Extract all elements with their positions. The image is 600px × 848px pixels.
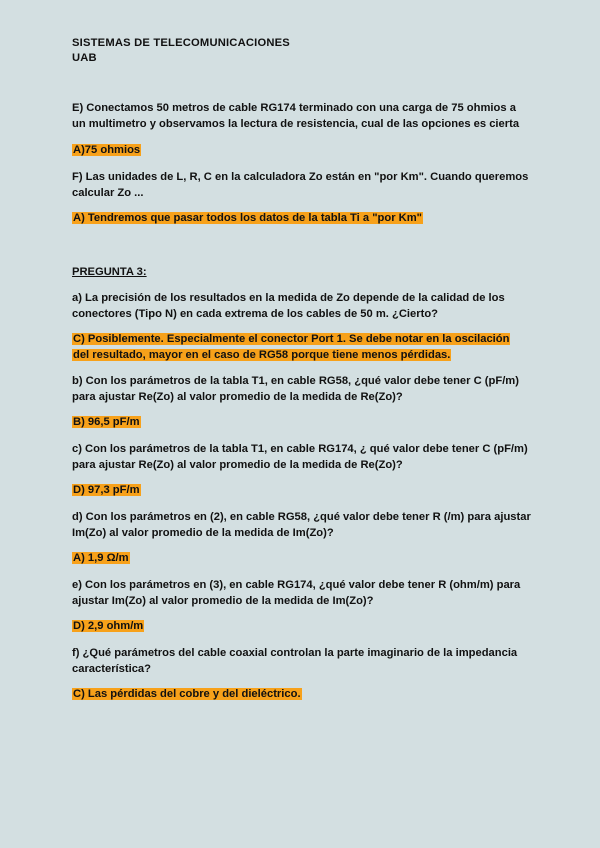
answer-3d-block	[72, 550, 532, 566]
question-3b: b) Con los parámetros de la tabla T1, en cable RG58, ¿qué valor debe tener C (pF/m) para ajustar Re(Zo) al valor promedio de la medida de Re(Zo)?	[72, 375, 519, 403]
question-f: F) Las unidades de L, R, C en la calculadora Zo están en "por Km". Cuando queremos calcular Zo ...	[72, 171, 529, 199]
answer-f: A) Tendremos que pasar todos los datos de la tabla Ti a "por Km"	[73, 212, 422, 224]
question-3c: c) Con los parámetros de la tabla T1, en cable RG174, ¿ qué valor debe tener C (pF/m) para ajustar Re(Zo) al valor promedio de la medida de Re(Zo)?	[72, 443, 528, 471]
document-header	[72, 36, 532, 66]
institution: UAB	[72, 52, 97, 64]
answer-e-block	[72, 142, 532, 158]
question-3e: e) Con los parámetros en (3), en cable RG174, ¿qué valor debe tener R (ohm/m) para ajustar Im(Zo) al valor promedio de la medida de Im(Zo)?	[72, 579, 521, 607]
answer-3a: C) Posiblemente. Especialmente el conector Port 1. Se debe notar en la oscilación del resultado, mayor en el caso de RG58 porque tiene menos pérdidas.	[73, 333, 510, 361]
question-3f: f) ¿Qué parámetros del cable coaxial controlan la parte imaginario de la impedancia característica?	[72, 647, 518, 675]
question-3a: a) La precisión de los resultados en la medida de Zo depende de la calidad de los conectores (Tipo N) en cada extrema de los cables de 50 m. ¿Cierto?	[72, 292, 505, 320]
answer-3b: B) 96,5 pF/m	[73, 416, 140, 428]
answer-3e: D) 2,9 ohm/m	[73, 620, 144, 632]
answer-3b-block	[72, 414, 532, 430]
answer-3f: C) Las pérdidas del cobre y del dieléctrico.	[73, 688, 301, 700]
answer-3d: A) 1,9 Ω/m	[73, 552, 129, 564]
answer-3a-block	[72, 331, 528, 363]
section-title: PREGUNTA 3:	[72, 266, 147, 278]
answer-3c: D) 97,3 pF/m	[73, 484, 140, 496]
answer-3c-block	[72, 482, 532, 498]
answer-3f-block	[72, 686, 532, 702]
answer-3e-block	[72, 618, 532, 634]
question-e: E) Conectamos 50 metros de cable RG174 terminado con una carga de 75 ohmios a un multimetro y observamos la lectura de resistencia, cual de las opciones es cierta	[72, 102, 520, 130]
answer-f-block	[72, 210, 532, 226]
course-title: SISTEMAS DE TELECOMUNICACIONES	[72, 37, 290, 49]
answer-e: A)75 ohmios	[73, 144, 141, 156]
question-3d: d) Con los parámetros en (2), en cable RG58, ¿qué valor debe tener R (/m) para ajustar Im(Zo) al valor promedio de la medida de Im(Zo)?	[72, 511, 531, 539]
